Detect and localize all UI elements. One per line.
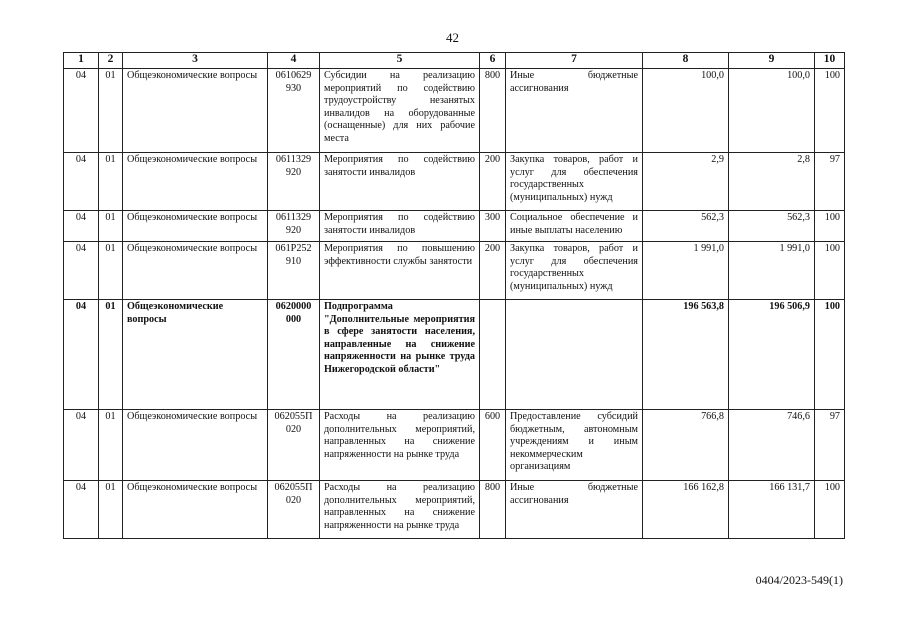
col-header-4: 4	[268, 53, 320, 69]
expense-type-name: Иные бюджетные ассигнования	[506, 481, 643, 539]
expense-type-code: 600	[480, 410, 506, 481]
expense-type-code: 200	[480, 242, 506, 300]
expense-type-code: 800	[480, 69, 506, 153]
section-code: 04	[64, 242, 99, 300]
section-code: 04	[64, 410, 99, 481]
target-article-name: Мероприятия по содействию занятости инвалидов	[320, 211, 480, 242]
planned-amount: 100,0	[643, 69, 729, 153]
col-header-2: 2	[99, 53, 123, 69]
section-code: 04	[64, 69, 99, 153]
budget-table	[63, 52, 845, 539]
expense-type-name	[506, 300, 643, 410]
col-header-10: 10	[815, 53, 845, 69]
header-row	[64, 53, 845, 69]
section-name: Общеэкономические вопросы	[123, 69, 268, 153]
planned-amount: 562,3	[643, 211, 729, 242]
section-name: Общеэкономические вопросы	[123, 211, 268, 242]
target-article-name: Мероприятия по содействию занятости инвалидов	[320, 153, 480, 211]
table-row	[64, 481, 845, 539]
planned-amount: 166 162,8	[643, 481, 729, 539]
execution-percent: 100	[815, 300, 845, 410]
expense-type-code: 200	[480, 153, 506, 211]
executed-amount: 196 506,9	[729, 300, 815, 410]
col-header-3: 3	[123, 53, 268, 69]
table-row	[64, 211, 845, 242]
executed-amount: 100,0	[729, 69, 815, 153]
page-number: 42	[446, 30, 459, 45]
section-code: 04	[64, 211, 99, 242]
subsection-code: 01	[99, 153, 123, 211]
target-article-code: 062055П 020	[268, 410, 320, 481]
section-name: Общеэкономические вопросы	[123, 242, 268, 300]
target-article-name: Расходы на реализацию дополнительных мероприятий, направленных на снижение напряженности на рынке труда	[320, 410, 480, 481]
subsection-code: 01	[99, 481, 123, 539]
target-article-name: Мероприятия по повышению эффективности службы занятости	[320, 242, 480, 300]
planned-amount: 196 563,8	[643, 300, 729, 410]
expense-type-name: Предоставление субсидий бюджетным, автономным учреждениям и иным некоммерческим организациям	[506, 410, 643, 481]
planned-amount: 1 991,0	[643, 242, 729, 300]
target-article-code: 0611329 920	[268, 211, 320, 242]
table-row	[64, 410, 845, 481]
subprogram-title: Подпрограмма "Дополнительные мероприятия в сфере занятости населения, направленные на снижение напряженности на рынке труда Нижегородской области"	[320, 300, 480, 410]
target-article-code: 0611329 920	[268, 153, 320, 211]
execution-percent: 100	[815, 211, 845, 242]
target-article-code: 0620000 000	[268, 300, 320, 410]
expense-type-name: Закупка товаров, работ и услуг для обеспечения государственных (муниципальных) нужд	[506, 242, 643, 300]
executed-amount: 2,8	[729, 153, 815, 211]
table-row	[64, 242, 845, 300]
section-code: 04	[64, 481, 99, 539]
executed-amount: 1 991,0	[729, 242, 815, 300]
section-name: Общеэкономические вопросы	[123, 300, 268, 410]
col-header-1: 1	[64, 53, 99, 69]
execution-percent: 100	[815, 242, 845, 300]
subsection-code: 01	[99, 242, 123, 300]
expense-type-code: 300	[480, 211, 506, 242]
table-row	[64, 69, 845, 153]
executed-amount: 746,6	[729, 410, 815, 481]
col-header-8: 8	[643, 53, 729, 69]
subsection-code: 01	[99, 410, 123, 481]
planned-amount: 766,8	[643, 410, 729, 481]
section-name: Общеэкономические вопросы	[123, 410, 268, 481]
col-header-6: 6	[480, 53, 506, 69]
execution-percent: 100	[815, 481, 845, 539]
target-article-code: 061P252 910	[268, 242, 320, 300]
col-header-9: 9	[729, 53, 815, 69]
execution-percent: 100	[815, 69, 845, 153]
executed-amount: 562,3	[729, 211, 815, 242]
expense-type-name: Закупка товаров, работ и услуг для обеспечения государственных (муниципальных) нужд	[506, 153, 643, 211]
document-code: 0404/2023-549(1)	[755, 573, 843, 587]
target-article-name: Расходы на реализацию дополнительных мероприятий, направленных на снижение напряженности на рынке труда	[320, 481, 480, 539]
expense-type-code	[480, 300, 506, 410]
executed-amount: 166 131,7	[729, 481, 815, 539]
planned-amount: 2,9	[643, 153, 729, 211]
section-code: 04	[64, 300, 99, 410]
table-row	[64, 153, 845, 211]
col-header-7: 7	[506, 53, 643, 69]
expense-type-code: 800	[480, 481, 506, 539]
col-header-5: 5	[320, 53, 480, 69]
target-article-code: 0610629 930	[268, 69, 320, 153]
subsection-code: 01	[99, 300, 123, 410]
execution-percent: 97	[815, 153, 845, 211]
subprogram-row	[64, 300, 845, 410]
target-article-code: 062055П 020	[268, 481, 320, 539]
target-article-name: Субсидии на реализацию мероприятий по содействию трудоустройству незанятых инвалидов на оборудованные (оснащенные) для них рабочие места	[320, 69, 480, 153]
section-name: Общеэкономические вопросы	[123, 481, 268, 539]
section-code: 04	[64, 153, 99, 211]
subsection-code: 01	[99, 211, 123, 242]
section-name: Общеэкономические вопросы	[123, 153, 268, 211]
subsection-code: 01	[99, 69, 123, 153]
expense-type-name: Иные бюджетные ассигнования	[506, 69, 643, 153]
execution-percent: 97	[815, 410, 845, 481]
expense-type-name: Социальное обеспечение и иные выплаты населению	[506, 211, 643, 242]
